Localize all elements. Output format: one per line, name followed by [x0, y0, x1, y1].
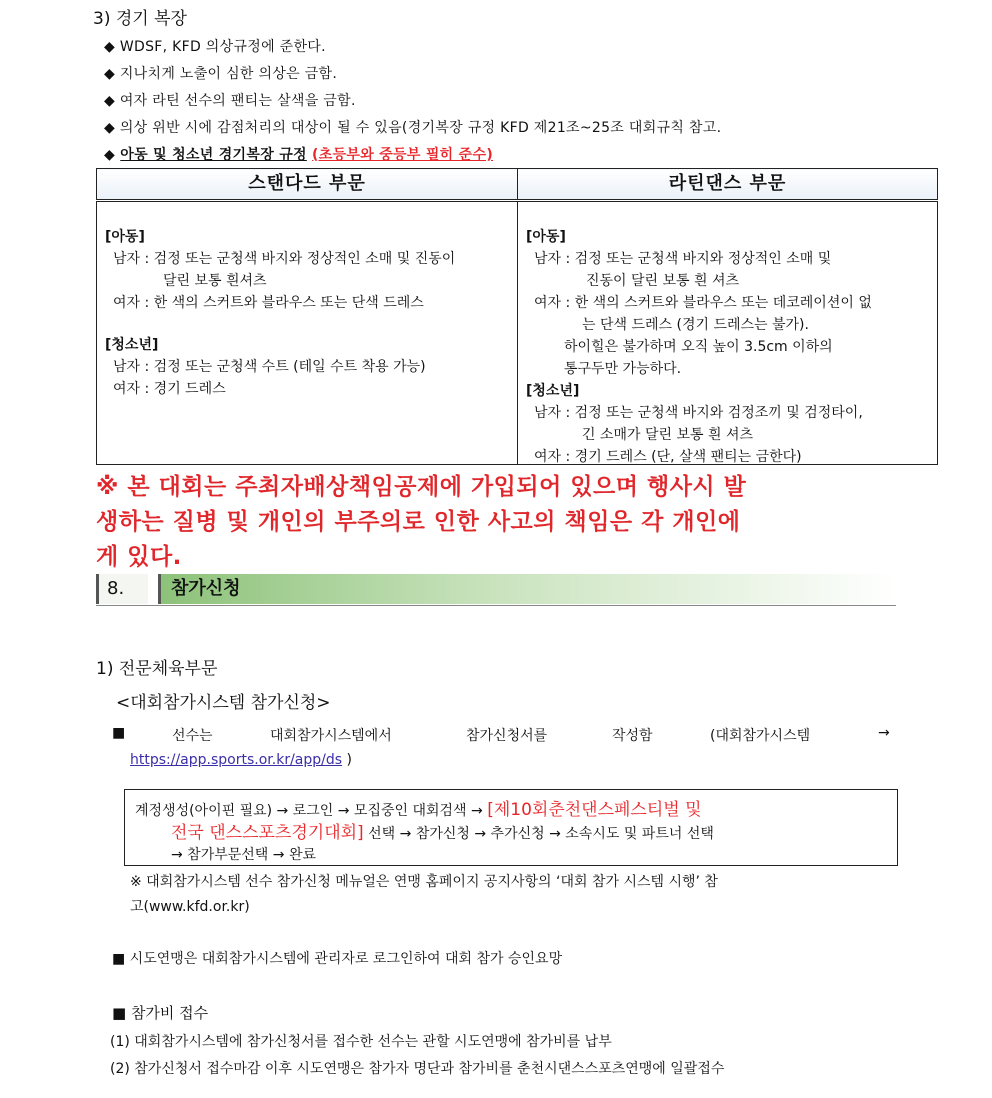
bullet-item	[104, 117, 721, 137]
steps-line3: → 참가부문선택 → 완료	[171, 847, 317, 863]
bullet-item	[104, 36, 326, 56]
child-female-text: 여자 : 한 색의 스커트와 블라우스 또는 데코레이션이 없	[534, 295, 872, 311]
child-male-text-cont: 달린 보통 흰셔츠	[163, 273, 267, 289]
youth-male-text: 남자 : 검정 또는 군청색 수트 (테일 수트 착용 가능)	[113, 359, 426, 375]
child-male-text-cont: 진동이 달린 보통 흰 셔츠	[586, 273, 740, 289]
instruction-word: 작성함	[612, 728, 653, 744]
youth-rule-label: 아동 및 청소년 경기복장 규정	[120, 147, 307, 163]
fee-item: (1) 대회참가시스템에 참가신청서를 접수한 선수는 관할 시도연맹에 참가비를 납부	[110, 1034, 612, 1050]
steps-box	[124, 789, 898, 866]
dress-code-heading: 3) 경기 복장	[93, 9, 187, 29]
fee-item: (2) 참가신청서 접수마감 이후 시도연맹은 참가자 명단과 참가비를 춘천시댄스스포츠연맹에 일괄접수	[110, 1061, 725, 1077]
dress-code-table	[96, 168, 938, 465]
section-number: 8.	[96, 574, 148, 604]
link-line	[130, 752, 352, 768]
diamond-icon: ◆	[104, 93, 116, 109]
section-title: 참가신청	[158, 574, 896, 604]
diamond-icon: ◆	[104, 120, 116, 136]
instruction-word: (대회참가시스템	[710, 728, 811, 744]
steps-text: 계정생성(아이핀 필요) → 로그인 → 모집중인 대회검색 →	[135, 803, 483, 819]
instruction-word: 대회참가시스템에서	[270, 728, 392, 744]
youth-rule-line	[104, 144, 493, 164]
youth-male-text: 남자 : 검정 또는 군청색 바지와 검정조끼 및 검정타이,	[534, 405, 863, 421]
diamond-icon: ◆	[104, 39, 116, 55]
liability-notice-line1: ※ 본 대회는 주최자배상책임공제에 가입되어 있으며 행사시 발	[96, 474, 747, 500]
section-divider	[96, 605, 896, 606]
federation-note: ■ 시도연맹은 대회참가시스템에 관리자로 로그인하여 대회 참가 승인요망	[112, 951, 563, 967]
instruction-word: 참가신청서를	[466, 728, 548, 744]
steps-text: 선택 → 참가신청 → 추가신청 → 소속시도 및 파트너 선택	[368, 826, 714, 842]
bullet-item	[104, 90, 356, 110]
sub-heading: 1) 전문체육부문	[96, 659, 218, 679]
child-label: [아동]	[526, 229, 566, 245]
steps-line2	[171, 818, 714, 843]
youth-rule-note: (초등부와 중등부 필히 준수)	[312, 147, 494, 163]
child-female-shoes: 하이힐은 불가하며 오직 높이 3.5cm 이하의	[564, 339, 833, 355]
bullet-text: WDSF, KFD 의상규정에 준한다.	[119, 39, 326, 55]
child-male-text: 남자 : 검정 또는 군청색 바지와 정상적인 소매 및 진동이	[113, 251, 456, 267]
youth-label: [청소년]	[526, 383, 580, 399]
steps-line1	[135, 795, 702, 820]
child-female-text: 여자 : 한 색의 스커트와 블라우스 또는 단색 드레스	[113, 295, 424, 311]
child-label: [아동]	[105, 229, 145, 245]
square-icon: ■	[112, 725, 126, 741]
latin-cell	[518, 201, 938, 465]
app-system-link[interactable]: https://app.sports.or.kr/app/ds	[130, 752, 343, 768]
arrow-icon: →	[878, 725, 890, 741]
bullet-item	[104, 63, 337, 83]
standard-header: 스탠다드 부문	[97, 169, 518, 201]
event-name: [제10회춘천댄스페스티벌 및	[487, 800, 702, 820]
standard-cell	[97, 201, 518, 465]
fee-heading: ■ 참가비 접수	[112, 1004, 209, 1022]
bullet-text: 지나치게 노출이 심한 의상은 금함.	[119, 66, 338, 82]
diamond-icon: ◆	[104, 147, 116, 163]
youth-female-text: 여자 : 경기 드레스	[113, 381, 226, 397]
link-tail: )	[346, 752, 352, 768]
manual-note-cont: 고(www.kfd.or.kr)	[130, 899, 250, 915]
system-title: <대회참가시스템 참가신청>	[116, 693, 331, 713]
bullet-text: 의상 위반 시에 감점처리의 대상이 될 수 있음(경기복장 규정 KFD 제21조~25조 대회규칙 참고.	[119, 120, 722, 136]
youth-female-text: 여자 : 경기 드레스 (단, 살색 팬티는 금한다)	[534, 449, 802, 465]
manual-note: ※ 대회참가시스템 선수 참가신청 메뉴얼은 연맹 홈페이지 공지사항의 ‘대회 참가 시스템 시행’ 참	[130, 874, 718, 890]
child-female-text-cont: 는 단색 드레스 (경기 드레스는 불가).	[582, 317, 809, 333]
liability-notice-line2: 생하는 질병 및 개인의 부주의로 인한 사고의 책임은 각 개인에	[96, 509, 741, 535]
child-male-text: 남자 : 검정 또는 군청색 바지와 정상적인 소매 및	[534, 251, 832, 267]
instruction-word: 선수는	[172, 728, 213, 744]
liability-notice-line3: 게 있다.	[96, 544, 182, 570]
child-female-shoes-cont: 통구두만 가능하다.	[564, 361, 682, 377]
event-name: 전국 댄스스포츠경기대회]	[171, 823, 364, 843]
diamond-icon: ◆	[104, 66, 116, 82]
latin-header: 라틴댄스 부문	[518, 169, 938, 201]
youth-label: [청소년]	[105, 337, 159, 353]
youth-male-text-cont: 긴 소매가 달린 보통 흰 셔츠	[582, 427, 754, 443]
bullet-text: 여자 라틴 선수의 팬티는 살색을 금함.	[119, 93, 356, 109]
